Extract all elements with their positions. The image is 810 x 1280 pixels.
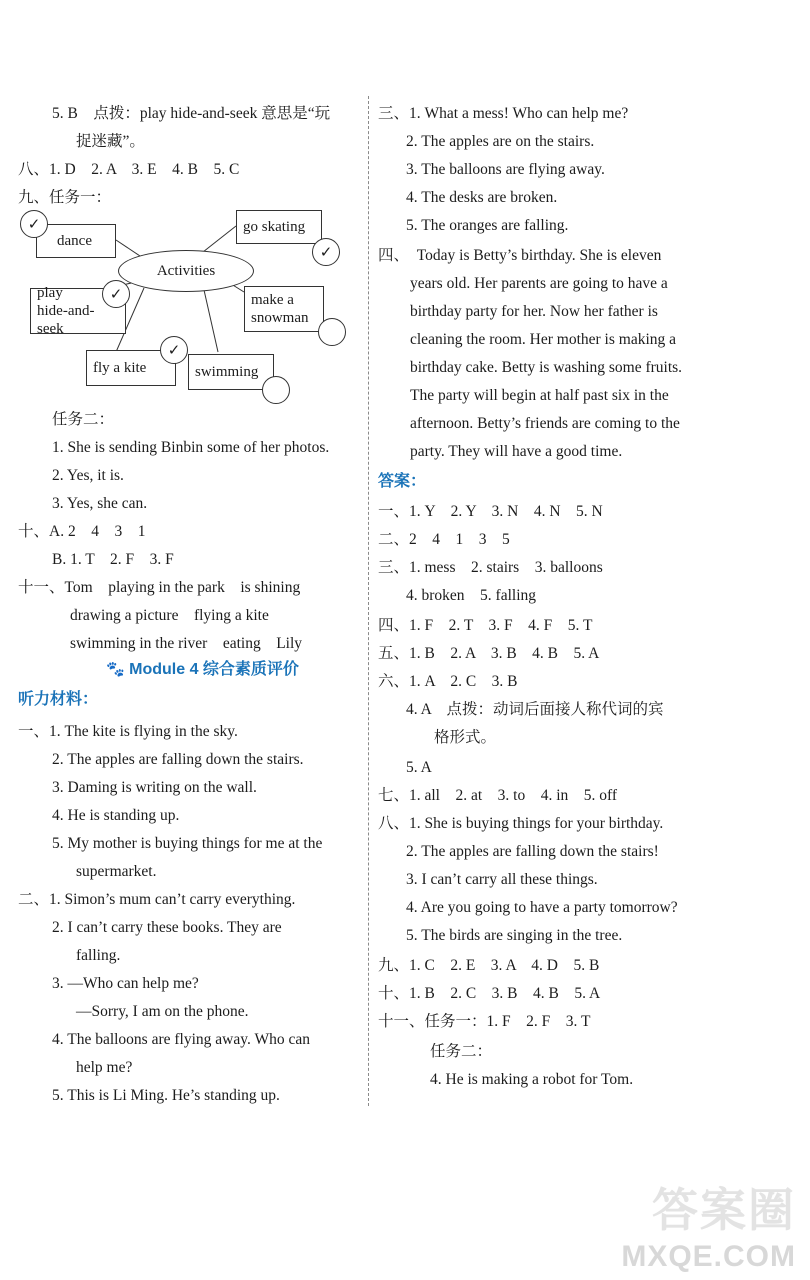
activities-mind-map xyxy=(18,206,360,406)
listening-label: 听力材料： xyxy=(18,691,99,708)
box-dance xyxy=(36,224,116,258)
answer-6-5: 5. A xyxy=(406,759,432,776)
passage-line-3: birthday party for her. Now her father is xyxy=(410,303,658,320)
listen-2-1: 二、1. Simon’s mum can’t carry everything. xyxy=(18,891,296,908)
passage-line-5: birthday cake. Betty is washing some fruits. xyxy=(410,359,683,376)
line-tip-cont: 捉迷藏”。 xyxy=(76,133,145,150)
empty-circle-snowman xyxy=(318,318,346,346)
section-8-answers: 八、1. D 2. A 3. E 4. B 5. C xyxy=(18,161,240,178)
passage-line-1: 四、 Today is Betty’s birthday. She is eleven xyxy=(378,247,662,264)
check-circle-hide: ✓ xyxy=(102,280,130,308)
paw-icon: 🐾 xyxy=(106,661,125,678)
section-11-line3: swimming in the river eating Lily xyxy=(70,635,303,652)
listen-2-4a: 4. The balloons are flying away. Who can xyxy=(52,1031,310,1048)
watermark xyxy=(621,1174,796,1274)
listen-1-2: 2. The apples are falling down the stairs. xyxy=(52,751,304,768)
listen-2-2a: 2. I can’t carry these books. They are xyxy=(52,919,282,936)
listen-2-3a: 3. —Who can help me? xyxy=(52,975,199,992)
answer-8-2: 2. The apples are falling down the stairs! xyxy=(406,843,659,860)
listen-1-5a: 5. My mother is buying things for me at the xyxy=(52,835,323,852)
answer-6-4-cont: 格形式。 xyxy=(434,729,497,746)
watermark-logo: 答案圈 xyxy=(652,1184,796,1236)
answer-8-5: 5. The birds are singing in the tree. xyxy=(406,927,623,944)
column-divider xyxy=(368,96,369,1106)
label-play: play xyxy=(37,285,63,301)
answer-8-3: 3. I can’t carry all these things. xyxy=(406,871,598,888)
answer-6: 六、1. A 2. C 3. B xyxy=(378,673,518,690)
task2-answer-1: 1. She is sending Binbin some of her photos. xyxy=(52,439,330,456)
box-go-skating: go skating xyxy=(236,210,322,244)
module-title: Module 4 综合素质评价 xyxy=(129,661,299,678)
answer-8-4: 4. Are you going to have a party tomorrow? xyxy=(406,899,678,916)
task2-label: 任务二： xyxy=(52,411,115,428)
answer-1: 一、1. Y 2. Y 3. N 4. N 5. N xyxy=(378,503,603,520)
check-circle-kite: ✓ xyxy=(160,336,188,364)
listen-3-4: 4. The desks are broken. xyxy=(406,189,558,206)
answer-11-task2: 任务二： xyxy=(430,1043,493,1060)
label-hide-and-seek: hide-and-seek xyxy=(37,303,95,337)
listen-3-1: 三、1. What a mess! Who can help me? xyxy=(378,105,629,122)
answer-5: 五、1. B 2. A 3. B 4. B 5. A xyxy=(378,645,600,662)
listen-2-4b: help me? xyxy=(76,1059,133,1076)
passage-line-2: years old. Her parents are going to have a xyxy=(410,275,668,292)
line-swimming xyxy=(204,290,218,352)
line-5b-tip: 5. B 点拨：play hide-and-seek 意思是“玩 xyxy=(52,105,331,122)
check-circle-skating: ✓ xyxy=(312,238,340,266)
listen-1-1: 一、1. The kite is flying in the sky. xyxy=(18,723,238,740)
section-9-task1: 九、任务一： xyxy=(18,189,112,206)
task2-answer-2: 2. Yes, it is. xyxy=(52,467,124,484)
section-11-line1: 十一、Tom playing in the park is shining xyxy=(18,579,301,596)
answer-11-4: 4. He is making a robot for Tom. xyxy=(430,1071,634,1088)
label-snowman: snowman xyxy=(251,310,309,326)
answer-4: 四、1. F 2. T 3. F 4. F 5. T xyxy=(378,617,593,634)
passage-line-4: cleaning the room. Her mother is making a xyxy=(410,331,677,348)
activities-center: Activities xyxy=(118,250,254,292)
line-skating xyxy=(203,226,236,252)
listen-2-3b: —Sorry, I am on the phone. xyxy=(76,1003,249,1020)
answer-2: 二、2 4 1 3 5 xyxy=(378,531,510,548)
answer-9: 九、1. C 2. E 3. A 4. D 5. B xyxy=(378,957,600,974)
listen-1-4: 4. He is standing up. xyxy=(52,807,180,824)
listen-3-5: 5. The oranges are falling. xyxy=(406,217,569,234)
box-make-snowman xyxy=(244,286,324,332)
answers-label: 答案： xyxy=(378,473,427,490)
box-fly-kite: fly a kite xyxy=(86,350,176,386)
listen-2-5: 5. This is Li Ming. He’s standing up. xyxy=(52,1087,280,1104)
label-dance: dance xyxy=(57,233,92,249)
check-circle-dance: ✓ xyxy=(20,210,48,238)
answer-11: 十一、任务一：1. F 2. F 3. T xyxy=(378,1013,591,1030)
box-swimming: swimming xyxy=(188,354,274,390)
answer-3b: 4. broken 5. falling xyxy=(406,587,537,604)
listen-3-2: 2. The apples are on the stairs. xyxy=(406,133,595,150)
passage-line-6: The party will begin at half past six in the xyxy=(410,387,669,404)
answer-7: 七、1. all 2. at 3. to 4. in 5. off xyxy=(378,787,618,804)
module-heading xyxy=(106,660,299,680)
section-10-b: B. 1. T 2. F 3. F xyxy=(52,551,174,568)
empty-circle-swimming xyxy=(262,376,290,404)
listen-3-3: 3. The balloons are flying away. xyxy=(406,161,605,178)
watermark-url: MXQE.COM xyxy=(621,1240,796,1273)
answer-8-1: 八、1. She is buying things for your birthday. xyxy=(378,815,664,832)
listen-2-2b: falling. xyxy=(76,947,121,964)
label-make-a: make a xyxy=(251,292,294,308)
listen-1-3: 3. Daming is writing on the wall. xyxy=(52,779,257,796)
answer-10: 十、1. B 2. C 3. B 4. B 5. A xyxy=(378,985,601,1002)
answer-6-4: 4. A 点拨：动词后面接人称代词的宾 xyxy=(406,701,664,718)
listen-1-5b: supermarket. xyxy=(76,863,157,880)
task2-answer-3: 3. Yes, she can. xyxy=(52,495,148,512)
section-10-a: 十、A. 2 4 3 1 xyxy=(18,523,146,540)
passage-line-8: party. They will have a good time. xyxy=(410,443,623,460)
answer-3: 三、1. mess 2. stairs 3. balloons xyxy=(378,559,603,576)
section-11-line2: drawing a picture flying a kite xyxy=(70,607,269,624)
passage-line-7: afternoon. Betty’s friends are coming to the xyxy=(410,415,680,432)
